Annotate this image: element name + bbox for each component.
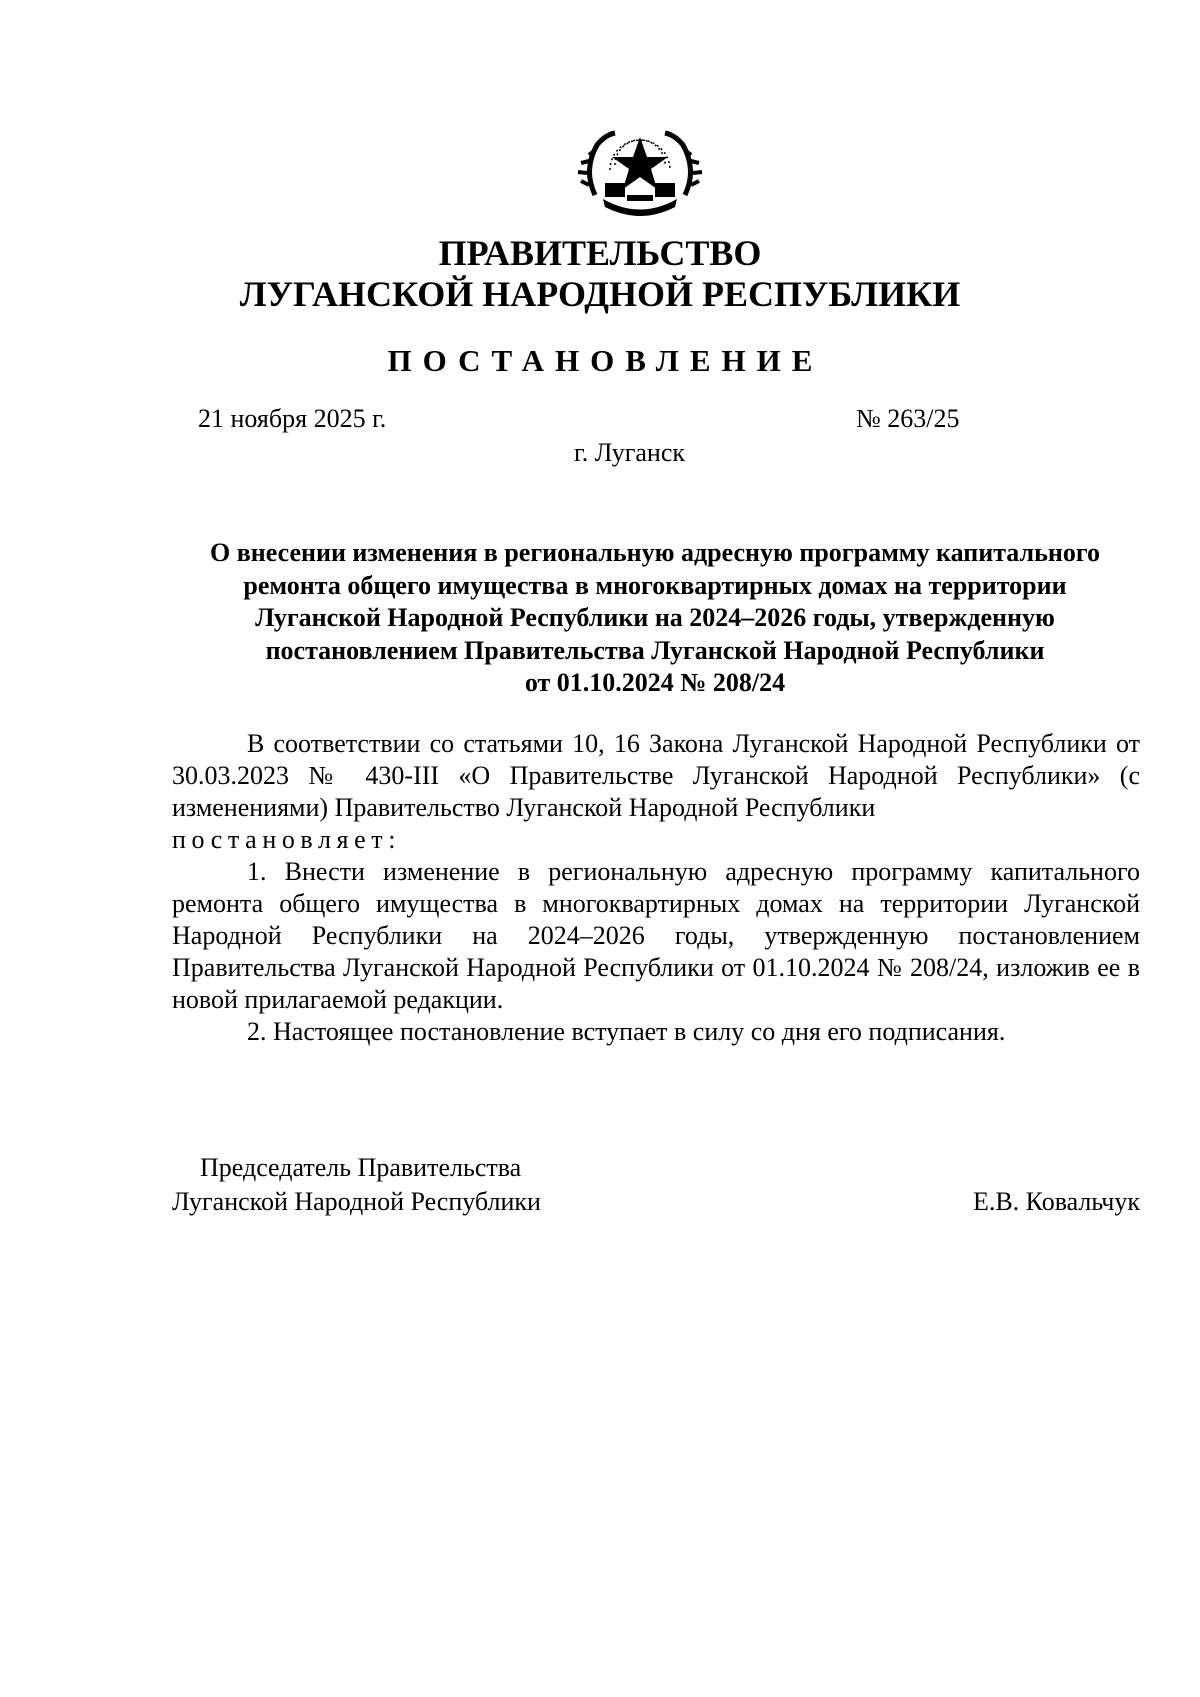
subject-line: от 01.10.2024 № 208/24: [524, 668, 786, 697]
signer-organization: Луганской Народной Республики: [172, 1187, 541, 1216]
document-city: г. Луганск: [574, 438, 686, 467]
document-date: 21 ноября 2025 г.: [198, 404, 387, 433]
resolution-item-2: 2. Настоящее постановление вступает в силу со дня его подписания.: [247, 1017, 1006, 1046]
subject-line: постановлением Правительства Луганской Народной Республики: [265, 635, 1045, 665]
government-title-line1: ПРАВИТЕЛЬСТВО: [438, 233, 762, 273]
signer-position: Председатель Правительства: [200, 1153, 522, 1182]
resolves-word: постановляет:: [172, 825, 402, 854]
coat-of-arms-emblem: [575, 125, 705, 220]
document-subject: [170, 537, 1140, 700]
signer-name: Е.В. Ковальчук: [972, 1187, 1140, 1216]
subject-line: ремонта общего имущества в многоквартирных домах на территории: [243, 570, 1067, 600]
resolution-item-1: 1. Внести изменение в региональную адресную программу капитального ремонта общего имущества в многоквартирных домах на территории Луганской Народной Республики на 2024–2026 годы, утвержденную постановлением Правительства Луганской Народной Республики от 01.10.2024 № 208/24, изложив ее в новой прилагаемой редакции.: [172, 857, 1140, 1014]
document-body: [172, 728, 1140, 1048]
subject-line: Луганской Народной Республики на 2024–2026 годы, утвержденную: [255, 603, 1055, 632]
preamble-paragraph: В соответствии со статьями 10, 16 Закона Луганской Народной Республики от 30.03.2023 № 430-III «О Правительстве Луганской Народной Республики» (с изменениями) Правительство Луганской Народной Республики: [172, 729, 1140, 822]
document-type-heading: ПОСТАНОВЛЕНИЕ: [387, 343, 824, 378]
document-number: № 263/25: [856, 404, 960, 433]
subject-line: О внесении изменения в региональную адресную программу капитального: [209, 538, 1100, 567]
government-title-line2: ЛУГАНСКОЙ НАРОДНОЙ РЕСПУБЛИКИ: [239, 274, 961, 314]
